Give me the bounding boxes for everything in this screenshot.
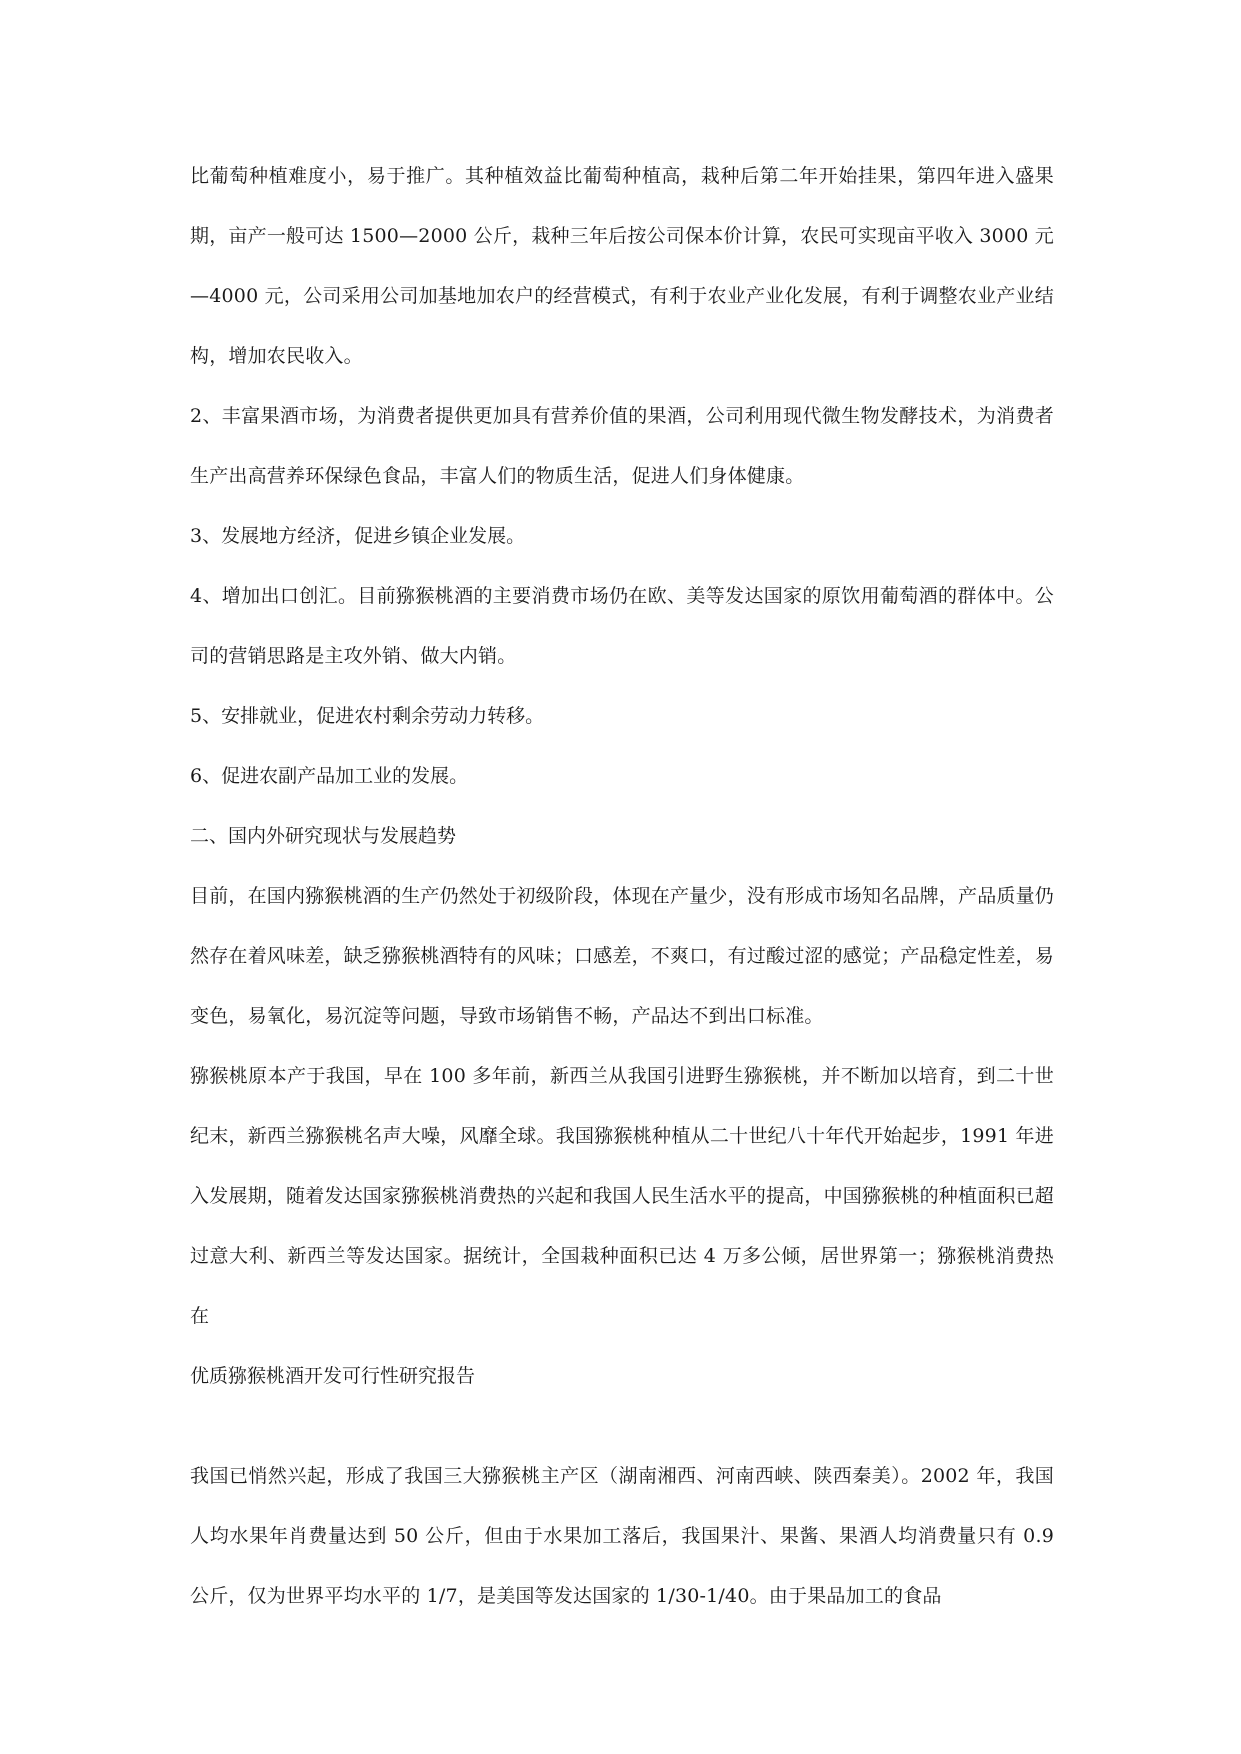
paragraph-point-2: 2、丰富果酒市场，为消费者提供更加具有营养价值的果酒，公司利用现代微生物发酵技术，为消费者生产出高营养环保绿色食品，丰富人们的物质生活，促进人们身体健康。 (190, 405, 1054, 487)
section-heading-research-status: 二、国内外研究现状与发展趋势 (190, 825, 457, 847)
paragraph-point-3: 3、发展地方经济，促进乡镇企业发展。 (190, 525, 526, 547)
paragraph-kiwi-history: 猕猴桃原本产于我国，早在 100 多年前，新西兰从我国引进野生猕猴桃，并不断加以培育，到二十世纪末，新西兰猕猴桃名声大噪，风靡全球。我国猕猴桃种植从二十世纪八十年代开始起步，1991 年进入发展期，随着发达国家猕猴桃消费热的兴起和我国人民生活水平的提高，中国猕猴桃的种植面积已超过意大利、新西兰等发达国家。据统计，全国栽种面积已达 4 万多公倾，居世界第一；猕猴桃消费热在 (190, 1065, 1055, 1327)
paragraph-point-5: 5、安排就业，促进农村剩余劳动力转移。 (190, 705, 545, 727)
paragraph-point-4: 4、增加出口创汇。目前猕猴桃酒的主要消费市场仍在欧、美等发达国家的原饮用葡萄酒的群体中。公司的营销思路是主攻外销、做大内销。 (190, 585, 1054, 667)
page-header-title: 优质猕猴桃酒开发可行性研究报告 (190, 1365, 476, 1387)
paragraph-domestic-status: 目前，在国内猕猴桃酒的生产仍然处于初级阶段，体现在产量少，没有形成市场知名品牌，产品质量仍然存在着风味差，缺乏猕猴桃酒特有的风味；口感差，不爽口，有过酸过涩的感觉；产品稳定性差，易变色，易氧化，易沉淀等问题，导致市场销售不畅，产品达不到出口标准。 (190, 885, 1055, 1027)
paragraph-continuation: 我国已悄然兴起，形成了我国三大猕猴桃主产区（湖南湘西、河南西峡、陕西秦美）。2002 年，我国人均水果年肖费量达到 50 公斤，但由于水果加工落后，我国果汁、果酱、果酒人均消费量只有 0.9 公斤，仅为世界平均水平的 1/7，是美国等发达国家的 1/30-1/40。由于果品加工的食品 (190, 1465, 1054, 1607)
paragraph-planting-benefits: 比葡萄种植难度小，易于推广。其种植效益比葡萄种植高，栽种后第二年开始挂果，第四年进入盛果期，亩产一般可达 1500—2000 公斤，栽种三年后按公司保本价计算，农民可实现亩平收入 3000 元—4000 元，公司采用公司加基地加农户的经营模式，有利于农业产业化发展，有利于调整农业产业结构，增加农民收入。 (190, 165, 1054, 367)
paragraph-point-6: 6、促进农副产品加工业的发展。 (190, 765, 469, 787)
